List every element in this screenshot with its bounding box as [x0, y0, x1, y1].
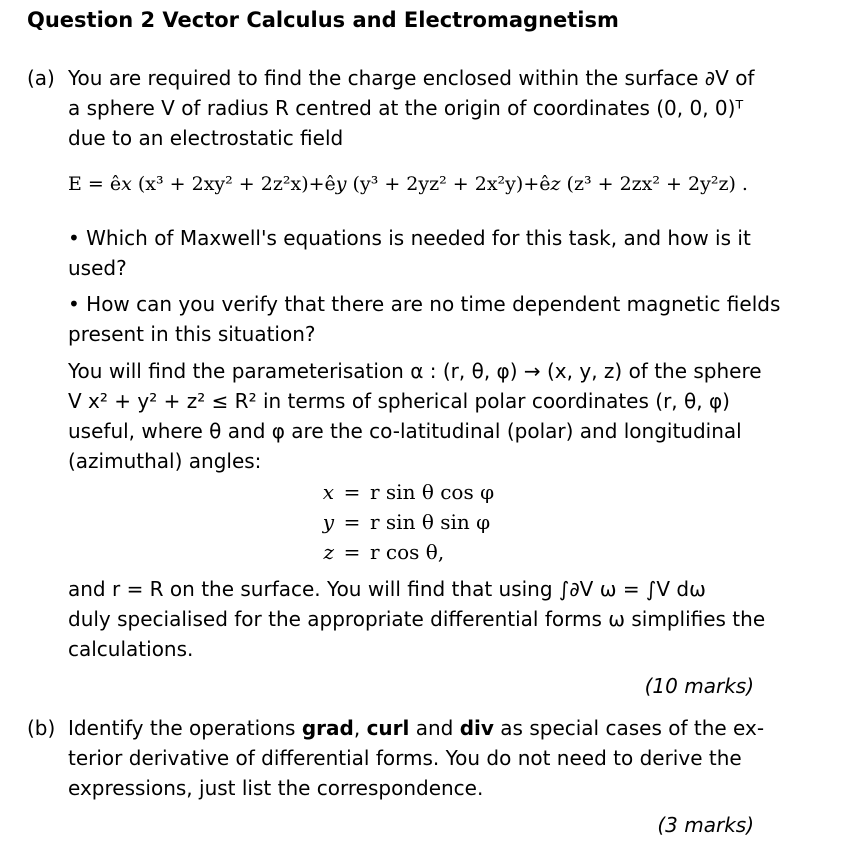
- part-a-intro-line3: due to an electrostatic field: [68, 126, 344, 150]
- part-b-comma: ,: [353, 716, 367, 740]
- param-line1: You will find the parameterisation α : (r, θ, φ) → (x, y, z) of the sphere: [68, 359, 762, 383]
- part-b-line2: terior derivative of differential forms. You do not need to derive the: [68, 746, 742, 770]
- eq-op: =: [343, 540, 361, 564]
- eq-lhs: z: [323, 540, 334, 564]
- param-line4: (azimuthal) angles:: [68, 449, 262, 473]
- bullet-magnetic-line1: • How can you verify that there are no time dependent magnetic fields: [68, 292, 781, 316]
- equation-z: [312, 540, 444, 564]
- bullet-maxwell-line2: used?: [68, 256, 127, 280]
- eq-rhs: r sin θ cos φ: [370, 480, 495, 504]
- part-a-label: (a): [27, 66, 55, 90]
- eq-op: =: [343, 480, 361, 504]
- part-b-marks: (3 marks): [657, 813, 754, 837]
- part-a-intro-line1: You are required to find the charge enclosed within the surface ∂V of: [68, 66, 755, 90]
- eq-rhs: r sin θ sin φ: [370, 510, 491, 534]
- question-heading: Question 2 Vector Calculus and Electromagnetism: [27, 8, 619, 32]
- param-line2: V x² + y² + z² ≤ R² in terms of spherical polar coordinates (r, θ, φ): [68, 389, 730, 413]
- eq-lhs: x: [322, 480, 334, 504]
- after-line3: calculations.: [68, 637, 194, 661]
- equation-y: [312, 510, 490, 534]
- electric-field-equation: E = ê𝑥 (x³ + 2xy² + 2z²x)+ê𝑦 (y³ + 2yz² + 2x²y)+ê𝑧 (z³ + 2zx² + 2y²z) .: [68, 173, 748, 195]
- eq-lhs: y: [322, 510, 334, 534]
- op-curl: curl: [366, 716, 410, 740]
- after-line1: and r = R on the surface. You will find that using ∫∂V ω = ∫V dω: [68, 577, 706, 601]
- part-b-label: (b): [27, 716, 56, 740]
- op-div: div: [459, 716, 494, 740]
- eq-rhs: r cos θ,: [370, 540, 445, 564]
- part-b-line1: [68, 716, 764, 740]
- eq-op: =: [343, 510, 361, 534]
- part-b-line3: expressions, just list the correspondence.: [68, 776, 484, 800]
- after-line2: duly specialised for the appropriate differential forms ω simplifies the: [68, 607, 766, 631]
- part-b-and: and: [409, 716, 460, 740]
- part-a-intro-line2: a sphere V of radius R centred at the origin of coordinates (0, 0, 0)ᵀ: [68, 96, 744, 120]
- part-a-marks: (10 marks): [644, 674, 754, 698]
- param-line3: useful, where θ and φ are the co-latitudinal (polar) and longitudinal: [68, 419, 742, 443]
- part-b-pre: Identify the operations: [68, 716, 302, 740]
- op-grad: grad: [301, 716, 354, 740]
- bullet-magnetic-line2: present in this situation?: [68, 322, 316, 346]
- part-b-post: as special cases of the ex-: [493, 716, 765, 740]
- bullet-maxwell-line1: • Which of Maxwell's equations is needed for this task, and how is it: [68, 226, 751, 250]
- equation-x: [312, 480, 494, 504]
